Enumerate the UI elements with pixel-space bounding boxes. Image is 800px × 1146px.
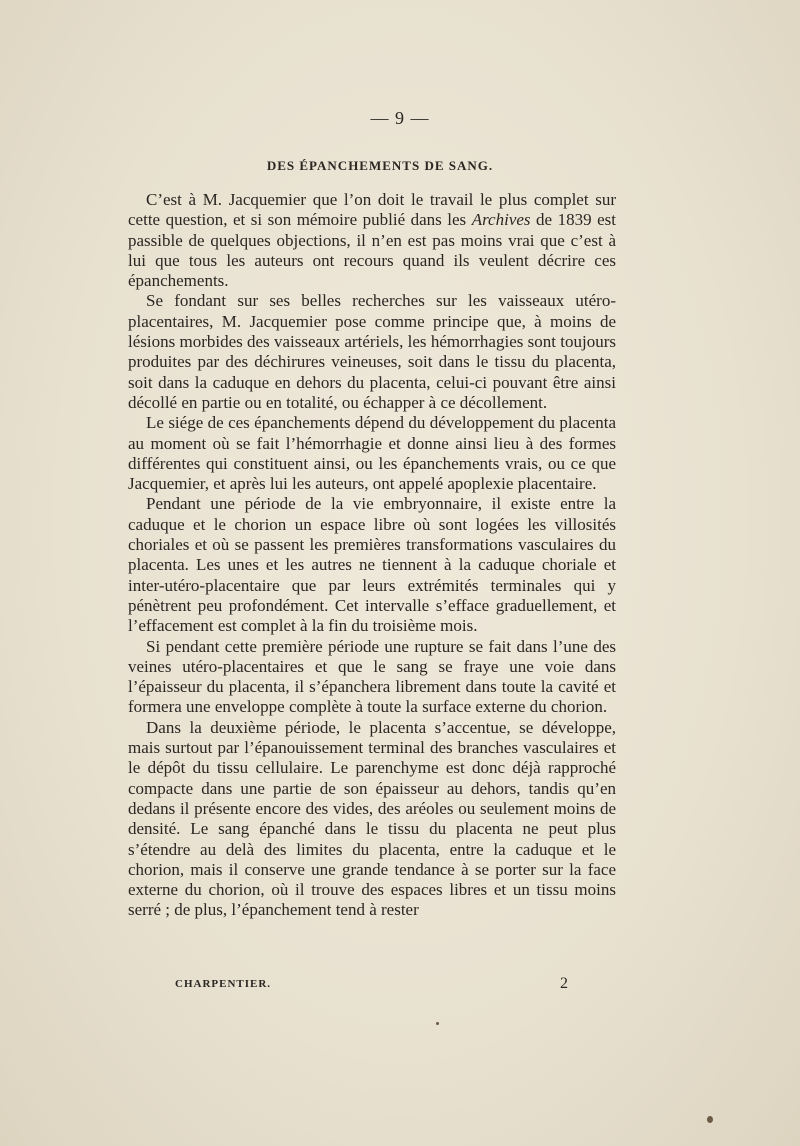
paragraph-2: Se fondant sur ses belles recherches sur les vaisseaux utéro-placentaires, M. Jacquemier pose comme principe que, à moins de lésions morbides des vaisseaux artériels, les hémorrhagies sont toujours produites par des déchirures veineuses, soit dans le tissu du placenta, soit dans la caduque en dehors du placenta, celui-ci pouvant être ainsi décollé en partie ou en totalité, ou échapper à ce décollement.	[128, 291, 616, 412]
body-text	[128, 190, 616, 921]
ink-speck	[707, 1116, 713, 1123]
paragraph-6: Dans la deuxième période, le placenta s’accentue, se développe, mais surtout par l’épanouissement terminal des branches vasculaires et le dépôt du tissu cellulaire. Le parenchyme est donc déjà rapproché compacte dans une partie de son épaisseur au dehors, tandis qu’en dedans il présente encore des vides, des aréoles ou seulement moins de densité. Le sang épanché dans le tissu du placenta ne peut plus s’étendre au delà des limites du placenta, entre la caduque et le chorion, mais il conserve une grande tendance à se porter sur la face externe du chorion, où il trouve des espaces libres et un tissu moins serré ; de plus, l’épanchement tend à rester	[128, 717, 616, 920]
paragraph-4: Pendant une période de la vie embryonnaire, il existe entre la caduque et le chorion un espace libre où sont logées les villosités choriales et où se passent les premières transformations vasculaires du placenta. Les unes et les autres ne tiennent à la caduque choriale et inter-utéro-placentaire que par leurs extrémités terminales qui y pénètrent peu profondément. Cet intervalle s’efface graduellement, et l’effacement est complet à la fin du troisième mois.	[128, 494, 616, 636]
signature-mark: 2	[560, 975, 568, 992]
paragraph-3: Le siége de ces épanchements dépend du développement du placenta au moment où se fait l’hémorrhagie et donne ainsi lieu à des formes différentes qui constituent ainsi, ou les épanchements vrais, ou ce que Jacquemier, et après lui les auteurs, ont appelé apoplexie placentaire.	[128, 413, 616, 494]
running-title: DES ÉPANCHEMENTS DE SANG.	[266, 158, 494, 173]
archives-italic: Archives	[471, 210, 531, 230]
footer-author: CHARPENTIER.	[175, 978, 272, 990]
paragraph-1: C’est à M. Jacquemier que l’on doit le travail le plus complet sur cette question, et si son mémoire publié dans les Archives de 1839 est passible de quelques objections, il n’en est pas moins vrai que c’est à lui que tous les auteurs ont recours quand ils veulent décrire ces épanchements.	[128, 190, 616, 291]
page-number: — 9 —	[370, 108, 430, 128]
paragraph-5: Si pendant cette première période une rupture se fait dans l’une des veines utéro-placentaires et que le sang se fraye une voie dans l’épaisseur du placenta, il s’épanchera librement dans toute la cavité et formera une enveloppe complète à toute la surface externe du chorion.	[128, 636, 616, 717]
ink-speck	[436, 1022, 439, 1025]
